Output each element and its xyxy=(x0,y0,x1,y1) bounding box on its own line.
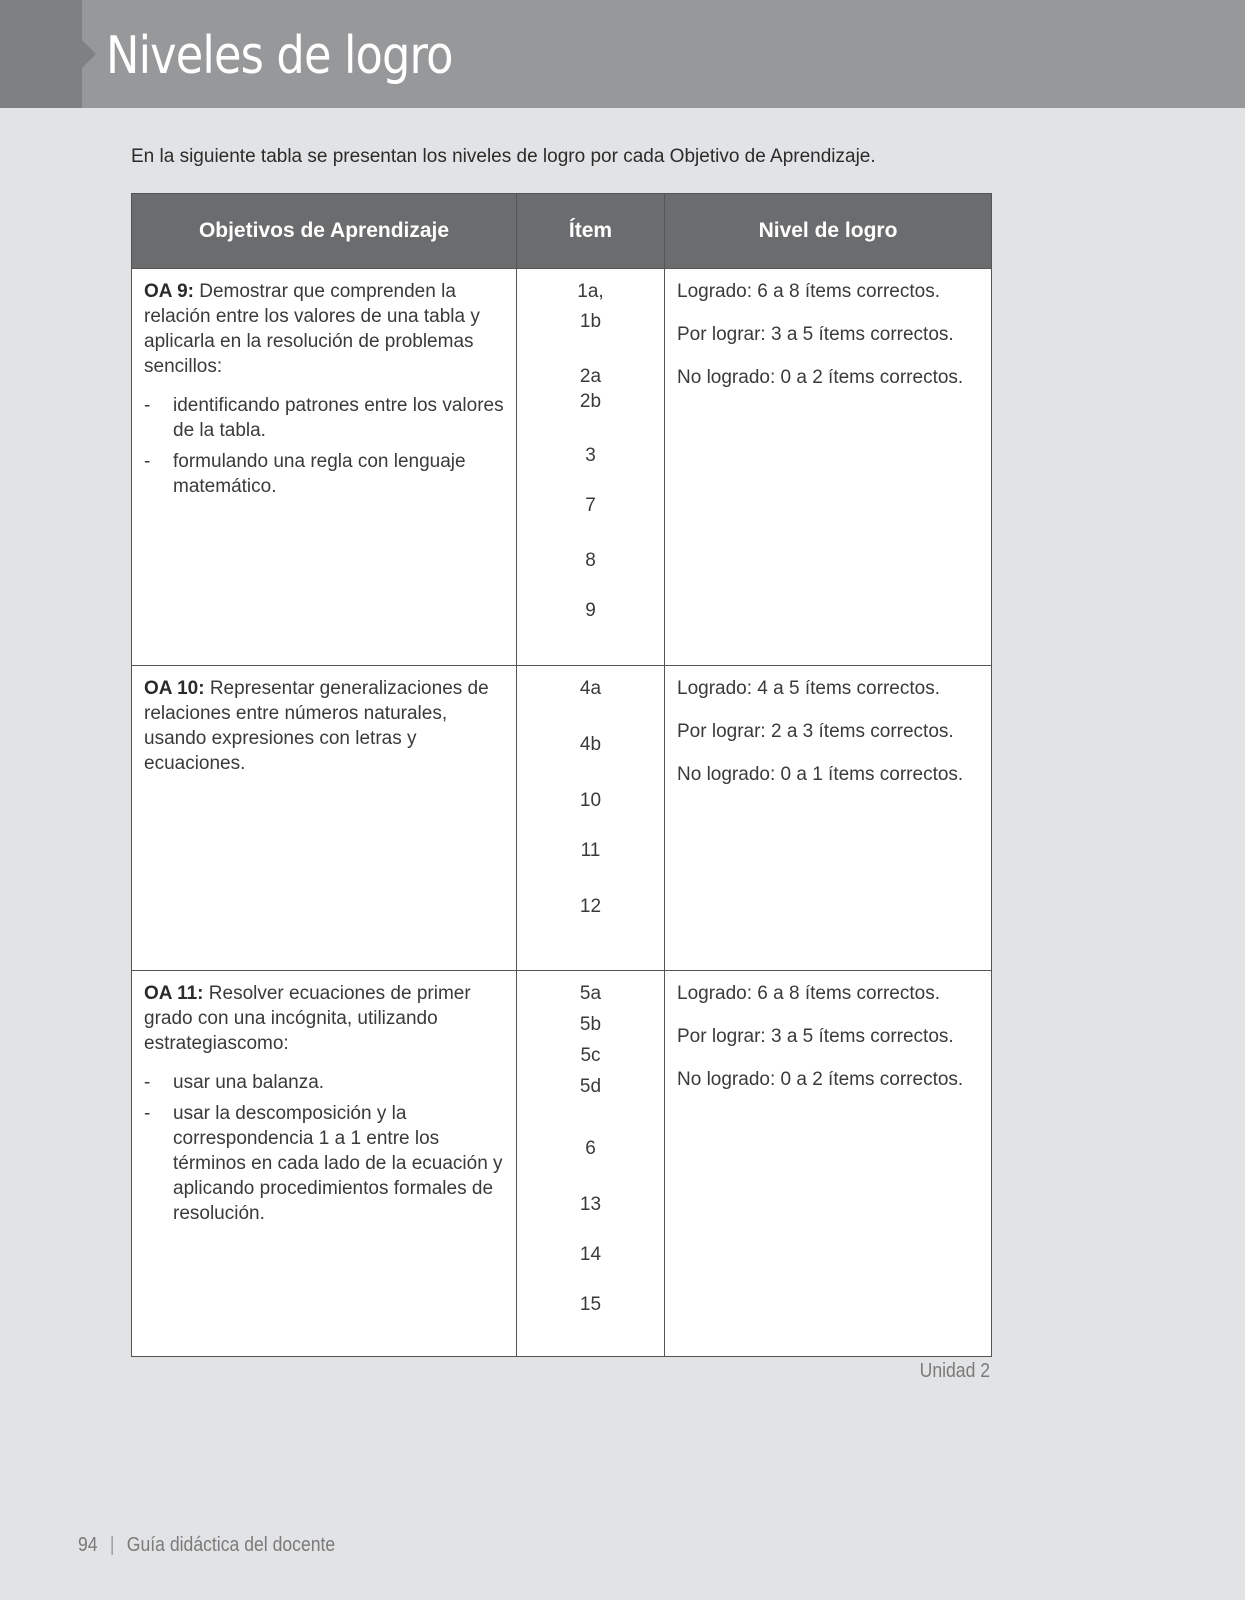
objective-code: OA 11: xyxy=(144,983,204,1004)
list-item: - identificando patrones entre los valores de la tabla. xyxy=(144,395,504,441)
level-cell xyxy=(665,971,992,1357)
intro-text: En la siguiente tabla se presentan los niveles de logro por cada Objetivo de Aprendizaje. xyxy=(131,146,876,167)
item-number: 1a, xyxy=(577,281,604,302)
objective-subitems xyxy=(144,1070,504,1226)
objective-cell xyxy=(132,971,517,1357)
objective-subitems xyxy=(144,393,504,499)
item-number: 1b xyxy=(579,311,602,332)
level-achieved: Logrado: 6 a 8 ítems correctos. xyxy=(677,983,940,1004)
item-number: 2b xyxy=(579,391,602,412)
header-level: Nivel de logro xyxy=(665,194,992,269)
page-number: 94 xyxy=(78,1534,98,1556)
book-title: Guía didáctica del docente xyxy=(126,1534,336,1556)
item-number: 9 xyxy=(585,600,596,621)
item-number: 13 xyxy=(579,1194,602,1215)
level-cell xyxy=(665,666,992,971)
list-item: - usar la descomposición y la correspondencia 1 a 1 entre los términos en cada lado de la ecuación y aplicando procedimientos formales de resolución. xyxy=(144,1103,503,1224)
item-number: 11 xyxy=(580,840,601,861)
subitem-text: usar una balanza. xyxy=(173,1072,325,1093)
item-number: 8 xyxy=(585,550,596,571)
items-cell xyxy=(517,971,665,1357)
items-cell xyxy=(517,269,665,666)
item-number: 15 xyxy=(579,1294,602,1315)
level-not-achieved: No logrado: 0 a 2 ítems correctos. xyxy=(677,1069,964,1090)
header-tab xyxy=(0,0,82,108)
subitem-text: formulando una regla con lenguaje matemático. xyxy=(173,451,466,497)
level-achieved: Logrado: 6 a 8 ítems correctos. xyxy=(677,281,940,302)
level-not-achieved: No logrado: 0 a 2 ítems correctos. xyxy=(677,367,964,388)
unit-label: Unidad 2 xyxy=(919,1360,990,1382)
item-number: 5b xyxy=(579,1014,602,1035)
level-in-progress: Por lograr: 3 a 5 ítems correctos. xyxy=(677,324,954,345)
item-number: 2a xyxy=(579,366,602,387)
header-objectives: Objetivos de Aprendizaje xyxy=(132,194,517,269)
item-number: 10 xyxy=(579,790,602,811)
table-header-row xyxy=(132,194,992,269)
footer-separator: | xyxy=(109,1534,115,1556)
list-item: - usar una balanza. xyxy=(144,1072,325,1093)
page-footer xyxy=(78,1534,335,1557)
header-arrow-icon xyxy=(82,40,96,68)
objective-description: Resolver ecuaciones de primer grado con una incógnita, utilizando estrategiascomo: xyxy=(144,983,471,1054)
header-item: Ítem xyxy=(517,194,665,269)
objective-description: Representar generalizaciones de relaciones entre números naturales, usando expresiones con letras y ecuaciones. xyxy=(144,678,489,774)
subitem-text: identificando patrones entre los valores de la tabla. xyxy=(173,395,504,441)
item-number: 4a xyxy=(579,678,602,699)
item-number: 5c xyxy=(580,1045,601,1066)
item-number: 14 xyxy=(579,1244,602,1265)
level-cell xyxy=(665,269,992,666)
objective-code: OA 10: xyxy=(144,678,205,699)
page-header xyxy=(0,0,1245,108)
level-not-achieved: No logrado: 0 a 1 ítems correctos. xyxy=(677,764,964,785)
objective-description: Demostrar que comprenden la relación entre los valores de una tabla y aplicarla en la resolución de problemas sencillos: xyxy=(144,281,480,377)
item-number: 4b xyxy=(579,734,602,755)
item-number: 6 xyxy=(585,1138,596,1159)
level-in-progress: Por lograr: 2 a 3 ítems correctos. xyxy=(677,721,954,742)
table-row xyxy=(132,269,992,666)
table-row xyxy=(132,971,992,1357)
table-row xyxy=(132,666,992,971)
achievement-levels-table xyxy=(131,193,992,1357)
item-number: 12 xyxy=(579,896,602,917)
item-number: 5a xyxy=(579,983,602,1004)
list-item: - formulando una regla con lenguaje matemático. xyxy=(144,451,466,497)
item-number: 3 xyxy=(585,445,596,466)
page-title: Niveles de logro xyxy=(106,26,453,86)
item-number: 5d xyxy=(579,1076,602,1097)
item-number: 7 xyxy=(585,495,596,516)
subitem-text: usar la descomposición y la correspondencia 1 a 1 entre los términos en cada lado de la ecuación y aplicando procedimientos formales de resolución. xyxy=(173,1103,503,1224)
items-cell xyxy=(517,666,665,971)
objective-cell xyxy=(132,269,517,666)
level-in-progress: Por lograr: 3 a 5 ítems correctos. xyxy=(677,1026,954,1047)
objective-code: OA 9: xyxy=(144,281,194,302)
level-achieved: Logrado: 4 a 5 ítems correctos. xyxy=(677,678,940,699)
objective-cell xyxy=(132,666,517,971)
